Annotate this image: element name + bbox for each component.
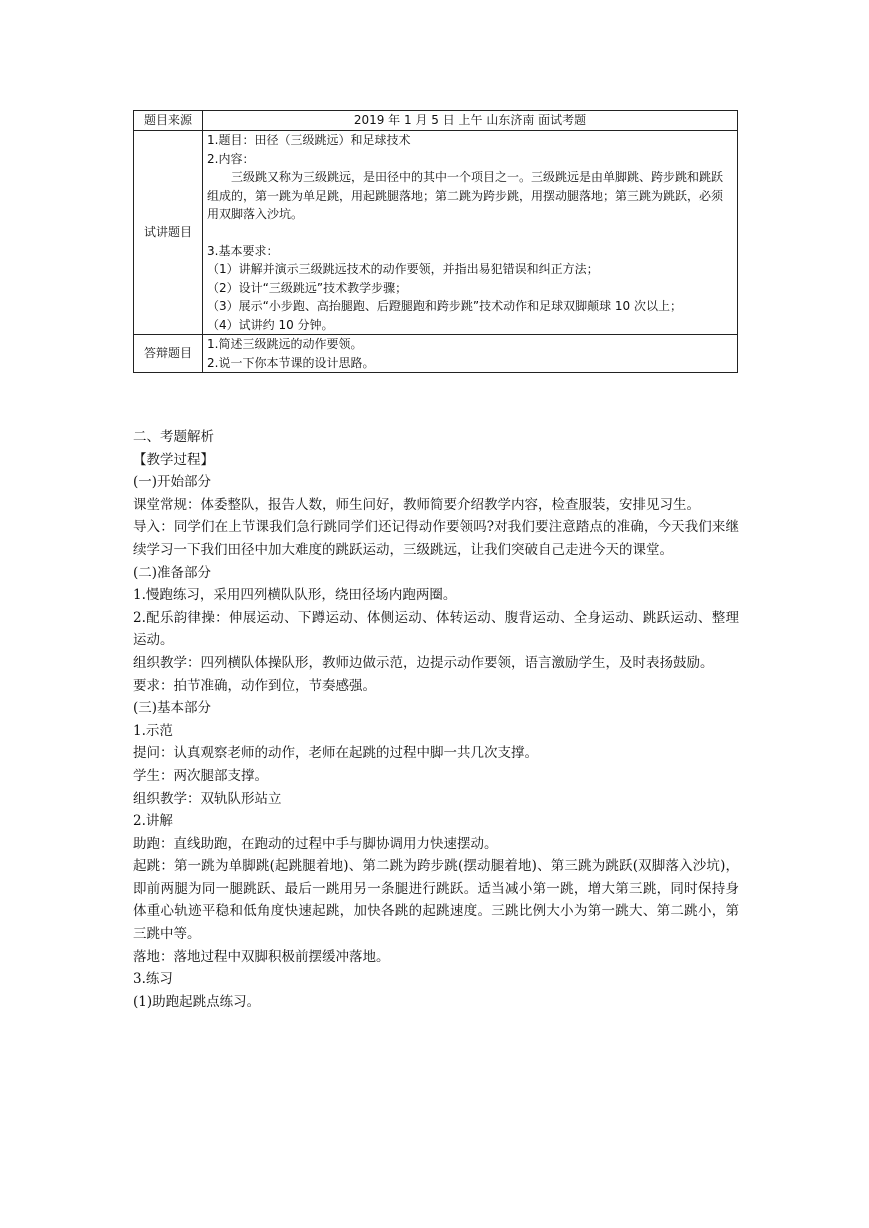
row-defense [134,335,738,373]
subsection-heading: (二)准备部分 [133,564,212,581]
row-lecture [134,131,738,335]
body-paragraph: 助跑：直线助跑，在跑动的过程中手与脚协调用力快速摆动。 [133,835,498,852]
lecture-content-label: 2.内容： [207,151,255,166]
body-paragraph: 学生：两次腿部支撑。 [133,767,268,784]
requirement-item: （1）讲解并演示三级跳远技术的动作要领，并指出易犯错误和纠正方法； [207,262,599,276]
body-paragraph: 课堂常规：体委整队，报告人数，师生问好，教师简要介绍教学内容，检查服装，安排见习生。 [133,496,700,513]
defense-content [203,335,738,373]
defense-item: 2.说一下你本节课的设计思路。 [207,355,375,370]
body-paragraph: 组织教学：四列横队体操队形，教师边做示范，边提示动作要领，语言激励学生，及时表扬鼓励。 [133,654,714,671]
requirement-item: （4）试讲约 10 分钟。 [207,317,334,332]
body-paragraph: 1.慢跑练习，采用四列横队队形，绕田径场内跑两圈。 [133,587,457,604]
lecture-title-line: 1.题目：田径（三级跳远）和足球技术 [207,133,411,147]
subsection-heading: (一)开始部分 [133,474,212,491]
body-paragraph: 提问：认真观察老师的动作，老师在起跳的过程中脚一共几次支撑。 [133,745,538,762]
section-heading: 【教学过程】 [133,451,214,468]
body-paragraph: 组织教学：双轨队形站立 [133,790,282,807]
section-heading: 二、考题解析 [133,429,214,445]
body-paragraph: 落地：落地过程中双脚积极前摆缓冲落地。 [133,948,390,965]
row-source [134,111,738,131]
requirements-label: 3.基本要求： [207,243,279,258]
lecture-content [203,131,738,335]
requirement-item: （2）设计“三级跳远”技术教学步骤； [207,280,408,295]
source-value: 2019 年 1 月 5 日 上午 山东济南 面试考题 [203,111,738,131]
body-paragraph: 起跳：第一跳为单脚跳(起跳腿着地)、第二跳为跨步跳(摆动腿着地)、第三跳为跳跃(双脚落入沙坑)，即前两腿为同一腿跳跃、最后一跳用另一条腿进行跳跃。适当减小第一跳，增大第三跳，同时保持身体重心轨迹平稳和低角度快速起跳，加快各跳的起跳速度。三跳比例大小为第一跳大、第二跳小，第三跳中等。 [133,858,739,943]
exam-info-table [133,110,738,373]
body-paragraph: 2.配乐韵律操：伸展运动、下蹲运动、体侧运动、体转运动、腹背运动、全身运动、跳跃运动、整理运动。 [133,609,739,649]
lecture-label: 试讲题目 [134,131,203,335]
source-label: 题目来源 [134,111,203,131]
body-paragraph: (1)助跑起跳点练习。 [133,993,261,1010]
analysis-section [133,426,739,1013]
body-paragraph: 导入：同学们在上节课我们急行跳同学们还记得动作要领吗?对我们要注意踏点的准确，今天我们来继续学习一下我们田径中加大难度的跳跃运动，三级跳远，让我们突破自己走进今天的课堂。 [133,519,739,558]
body-paragraph: 要求：拍节准确，动作到位，节奏感强。 [133,677,376,694]
subsection-heading: (三)基本部分 [133,700,212,717]
lecture-paragraph: 三级跳又称为三级跳远，是田径中的其中一个项目之一。三级跳远是由单脚跳、跨步跳和跳跃组成的，第一跳为单足跳，用起跳腿落地；第二跳为跨步跳，用摆动腿落地；第三跳为跳跃，必须用双脚落入沙坑。 [207,170,724,221]
body-paragraph: 3.练习 [133,971,173,988]
defense-label: 答辩题目 [134,335,203,373]
requirement-item: （3）展示“小步跑、高抬腿跑、后蹬腿跑和跨步跳”技术动作和足球双脚颠球 10 次以上； [207,299,682,313]
defense-item: 1.简述三级跳远的动作要领。 [207,337,363,351]
body-paragraph: 1.示范 [133,722,173,739]
body-paragraph: 2.讲解 [133,813,173,830]
